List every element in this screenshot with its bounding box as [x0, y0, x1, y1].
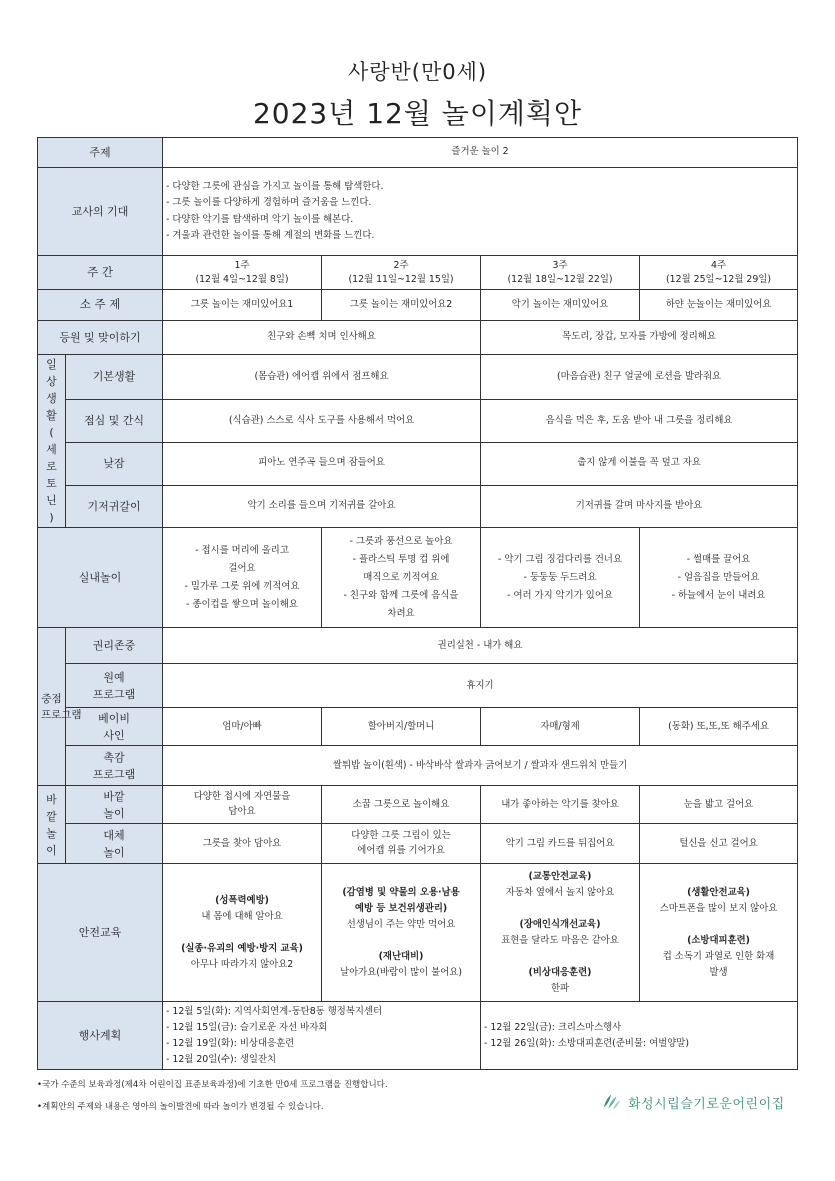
label-line: 바깥 — [103, 789, 125, 803]
subtheme-1: 그릇 놀이는 재미있어요1 — [163, 290, 322, 321]
safety-week-2 — [322, 864, 481, 1002]
outdoor-group-label — [38, 786, 66, 864]
safety-line: 표현을 달라도 마음은 같아요 — [501, 934, 619, 946]
rights-label: 권리존중 — [66, 628, 163, 664]
vertical-label-char: 로 — [46, 460, 57, 474]
label-line: 프로그램 — [92, 767, 136, 781]
expectation-item: - 다양한 그릇에 관심을 가지고 놀이를 통해 탐색한다. — [166, 180, 384, 192]
safety-topic: (실종·유괴의 예방·방지 교육) — [181, 942, 303, 954]
cell-line: 다양한 그릇 그림이 있는 — [351, 830, 451, 842]
theme-value: 즐거운 놀이 2 — [163, 138, 798, 168]
safety-topic: (소방대피훈련) — [687, 934, 750, 946]
routine-first: (식습관) 스스로 식사 도구를 사용해서 먹어요 — [163, 399, 481, 442]
safety-line: 내 몸에 대해 알아요 — [201, 910, 283, 922]
class-name: 사랑반(만0세) — [347, 60, 488, 84]
expectation-row — [38, 168, 798, 256]
routine-group-label — [38, 355, 66, 528]
alternative-week-1 — [163, 824, 322, 864]
indoor-line: - 악기 그림 징검다리를 건너요 — [498, 554, 622, 566]
safety-line: 컵 소독기 과열로 인한 화재 — [662, 950, 775, 962]
babysign-1: 엄마/아빠 — [163, 708, 322, 746]
arrival-first: 친구와 손뼉 치며 인사해요 — [163, 321, 481, 355]
alternative-row — [38, 824, 798, 864]
routine-row — [38, 485, 798, 528]
event-item: - 12월 26일(화): 소방대피훈련(준비물: 여벌양말) — [484, 1037, 690, 1049]
vertical-label-char: 바 — [46, 792, 57, 806]
vertical-label-char: 토 — [46, 477, 57, 491]
safety-topic: (장애인식개선교육) — [519, 918, 601, 930]
week-range: (12월 11일~12월 15일) — [348, 273, 454, 285]
indoor-line: - 얼음집을 만들어요 — [677, 572, 760, 584]
label-line: 촉감 — [103, 750, 125, 764]
page-title: 2023년 12월 놀이계획안 — [252, 97, 583, 130]
safety-line: 스마트폰을 많이 보지 않아요 — [659, 903, 778, 914]
event-item — [484, 1052, 794, 1068]
routine-second: (마음습관) 친구 얼굴에 로션을 발라줘요 — [481, 355, 798, 400]
indoor-label: 실내놀이 — [38, 528, 163, 628]
garden-row — [38, 664, 798, 708]
label-line: 프로그램 — [92, 687, 136, 701]
vertical-label-char: 이 — [46, 844, 57, 858]
routine-row — [38, 355, 798, 400]
vertical-label-char: 놀 — [46, 826, 57, 840]
safety-line — [484, 901, 636, 917]
cell-line: 다양한 접시에 자연물을 — [193, 791, 291, 803]
logo — [600, 1091, 785, 1113]
safety-line: 선생님이 주는 약만 먹어요 — [346, 918, 456, 930]
routine-second: 춥지 않게 이불을 꼭 덮고 자요 — [481, 442, 798, 485]
indoor-week-4 — [640, 528, 798, 628]
safety-line — [166, 925, 318, 941]
babysign-2: 할아버지/할머니 — [322, 708, 481, 746]
plan-table — [37, 137, 798, 1070]
indoor-week-2 — [322, 528, 481, 628]
garden-value: 휴지기 — [163, 664, 798, 708]
indoor-line: - 밀가루 그릇 위에 끼적여요 — [184, 580, 300, 592]
safety-row — [38, 864, 798, 1002]
indoor-row — [38, 528, 798, 628]
week-name: 4주 — [711, 260, 727, 272]
events-left — [163, 1002, 481, 1070]
weeks-row — [38, 256, 798, 290]
babysign-3: 자매/형제 — [481, 708, 640, 746]
safety-topic: (재난대비) — [378, 950, 424, 962]
label-line: 사인 — [103, 728, 125, 742]
routine-first: 피아노 연주곡 들으며 잠들어요 — [163, 442, 481, 485]
alternative-week-2 — [322, 824, 481, 864]
events-label: 행사계획 — [38, 1002, 163, 1070]
label-line: 베이비 — [98, 711, 130, 725]
arrival-label: 등원 및 맞이하기 — [38, 321, 163, 355]
vertical-label-char: 닌 — [46, 494, 57, 508]
safety-topic: (교통안전교육) — [528, 871, 592, 883]
event-item — [484, 1004, 794, 1020]
vertical-label-char: 생 — [46, 392, 57, 406]
week-range: (12월 25일~12월 29일) — [665, 273, 772, 285]
garden-label — [66, 664, 163, 708]
arrival-second: 목도리, 장갑, 모자를 가방에 정리해요 — [481, 321, 798, 355]
week-2 — [322, 256, 481, 290]
cell-line: 털신을 신고 걸어요 — [679, 837, 758, 849]
safety-line: 발생 — [709, 966, 728, 978]
babysign-row — [38, 708, 798, 746]
indoor-line: - 여러 가지 악기가 있어요 — [507, 589, 613, 601]
event-item: - 12월 5일(화): 지역사회연계-동탄8동 행정복지센터 — [166, 1006, 383, 1017]
routine-row — [38, 399, 798, 442]
sensory-row — [38, 746, 798, 786]
safety-topic: (감염병 및 약물의 오용·남용 — [342, 887, 460, 899]
week-name: 2주 — [393, 260, 409, 272]
cell-line: 소꿉 그릇으로 놀이해요 — [352, 798, 450, 810]
theme-row — [38, 138, 798, 168]
vertical-label-char: 깥 — [46, 809, 57, 823]
sensory-label — [66, 746, 163, 786]
safety-line — [643, 917, 794, 933]
indoor-week-3 — [481, 528, 640, 628]
alternative-label — [66, 824, 163, 864]
safety-line: 아무나 따라가지 않아요2 — [190, 958, 294, 970]
safety-line — [484, 949, 636, 965]
indoor-line: - 종이컵을 쌓으며 놀이해요 — [186, 598, 298, 610]
safety-week-3 — [481, 864, 640, 1002]
subtheme-row — [38, 290, 798, 321]
expectation-value — [163, 168, 798, 256]
outside-week-3 — [481, 786, 640, 824]
cell-line: 악기 그림 카드를 뒤집어요 — [505, 837, 615, 849]
rights-value: 권리실천 - 내가 해요 — [163, 628, 798, 664]
vertical-label-char: ) — [49, 511, 54, 525]
indoor-line: 차려요 — [387, 607, 415, 619]
week-name: 3주 — [552, 260, 568, 272]
footnote: •계획안의 주제와 내용은 영아의 놀이발견에 따라 놀이가 변경될 수 있습니다. — [37, 1102, 324, 1112]
routine-row — [38, 442, 798, 485]
event-item: - 12월 20일(수): 생일잔치 — [166, 1053, 277, 1065]
subtheme-label: 소 주 제 — [38, 290, 163, 321]
week-4 — [640, 256, 798, 290]
event-item: - 12월 22일(금): 크리스마스행사 — [484, 1021, 622, 1033]
safety-line — [325, 933, 477, 949]
rights-row — [38, 628, 798, 664]
routine-label: 낮잠 — [66, 442, 163, 485]
cell-line: 내가 좋아하는 악기를 찾아요 — [501, 798, 619, 810]
routine-label: 기저귀갈이 — [66, 485, 163, 528]
indoor-line: - 둥둥둥 두드려요 — [523, 572, 597, 584]
footnote: •국가 수준의 보육과정(제4차 어린이집 표준보육과정)에 기초한 만0세 프로그램을 진행합니다. — [37, 1080, 388, 1090]
cell-line: 눈을 밟고 걸어요 — [683, 798, 754, 810]
outdoor-row — [38, 786, 798, 824]
expectation-list — [166, 179, 794, 245]
focus-label-line: 중점 — [41, 692, 62, 705]
arrival-row — [38, 321, 798, 355]
outside-week-2 — [322, 786, 481, 824]
vertical-label-char: 활 — [46, 409, 57, 423]
subtheme-3: 악기 놀이는 재미있어요 — [481, 290, 640, 321]
expectation-label: 교사의 기대 — [38, 168, 163, 256]
indoor-line: - 그릇과 풍선으로 놀아요 — [349, 536, 453, 548]
expectation-item: - 다양한 악기를 탐색하며 악기 놀이를 해본다. — [166, 213, 354, 225]
label-line: 놀이 — [103, 806, 125, 820]
indoor-line: - 하늘에서 눈이 내려요 — [671, 589, 766, 601]
safety-line: 자동차 옆에서 놀지 않아요 — [505, 887, 615, 899]
indoor-week-1 — [163, 528, 322, 628]
outside-label — [66, 786, 163, 824]
safety-topic: (비상대응훈련) — [528, 966, 592, 978]
events-row — [38, 1002, 798, 1070]
outside-week-1 — [163, 786, 322, 824]
outside-week-4 — [640, 786, 798, 824]
logo-text: 화성시립슬기로운어린이집 — [628, 1096, 785, 1112]
indoor-line: - 썰매를 끌어요 — [686, 554, 751, 566]
routine-first: (몸습관) 에어캡 위에서 점프해요 — [163, 355, 481, 400]
babysign-4: (동화) 또,또,또 해주세요 — [640, 708, 798, 746]
expectation-item: - 그릇 놀이를 다양하게 경험하며 즐거움을 느낀다. — [166, 197, 372, 209]
week-name: 1주 — [234, 260, 250, 272]
vertical-label-char: 상 — [46, 375, 57, 389]
routine-first: 악기 소리를 들으며 기저귀를 갈아요 — [163, 485, 481, 528]
safety-week-1 — [163, 864, 322, 1002]
safety-topic: 예방 등 보건위생관리) — [354, 903, 448, 914]
cell-line: 그릇을 찾아 담아요 — [202, 837, 282, 849]
sensory-value: 쌀튀밥 놀이(흰색) - 바삭바삭 쌀과자 긁어보기 / 쌀과자 샌드위치 만들기 — [163, 746, 798, 786]
indoor-line: - 친구와 함께 그릇에 음식을 — [343, 589, 459, 601]
weeks-label: 주 간 — [38, 256, 163, 290]
routine-second: 음식을 먹은 후, 도움 받아 내 그릇을 정리해요 — [481, 399, 798, 442]
safety-topic: (성폭력예방) — [215, 895, 269, 906]
safety-week-4 — [640, 864, 798, 1002]
focus-group-label — [38, 628, 82, 786]
event-item: - 12월 15일(금): 슬기로운 자선 바자회 — [166, 1021, 328, 1033]
focus-label-line: 프로그램 — [41, 708, 82, 721]
week-1 — [163, 256, 322, 290]
event-item: - 12월 19일(화): 비상대응훈련 — [166, 1037, 295, 1049]
alternative-week-3 — [481, 824, 640, 864]
indoor-line: - 접시를 머리에 올리고 — [195, 545, 289, 557]
cell-line: 담아요 — [228, 805, 256, 817]
safety-topic: (생활안전교육) — [687, 887, 750, 899]
indoor-line: 걸어요 — [228, 563, 256, 575]
indoor-line: 매직으로 끼적여요 — [363, 572, 439, 584]
routine-label: 기본생활 — [66, 355, 163, 400]
routine-label: 점심 및 간식 — [66, 399, 163, 442]
safety-line: 한파 — [550, 982, 570, 994]
subtheme-4: 하얀 눈놀이는 재미있어요 — [640, 290, 798, 321]
alternative-week-4 — [640, 824, 798, 864]
safety-label: 안전교육 — [38, 864, 163, 1002]
vertical-label-char: ( — [49, 426, 54, 440]
label-line: 대체 — [103, 828, 125, 842]
label-line: 놀이 — [103, 845, 125, 859]
cell-line: 에어캡 위를 기어가요 — [357, 844, 445, 856]
events-right — [481, 1002, 798, 1070]
tree-leaf-icon — [600, 1091, 622, 1113]
label-line: 원예 — [103, 670, 125, 684]
week-3 — [481, 256, 640, 290]
subtheme-2: 그릇 놀이는 재미있어요2 — [322, 290, 481, 321]
week-range: (12월 4일~12월 8일) — [195, 273, 289, 285]
expectation-item: - 겨울과 관련한 놀이를 통해 계절의 변화를 느낀다. — [166, 229, 375, 241]
theme-label: 주제 — [38, 138, 163, 168]
routine-second: 기저귀를 갈며 마사지를 받아요 — [481, 485, 798, 528]
indoor-line: - 플라스틱 투명 컵 위에 — [352, 554, 450, 566]
week-range: (12월 18일~12월 22일) — [507, 273, 613, 285]
vertical-label-char: 일 — [46, 358, 57, 371]
safety-line: 날아가요(바람이 많이 불어요) — [340, 966, 462, 978]
vertical-label-char: 세 — [46, 443, 57, 457]
